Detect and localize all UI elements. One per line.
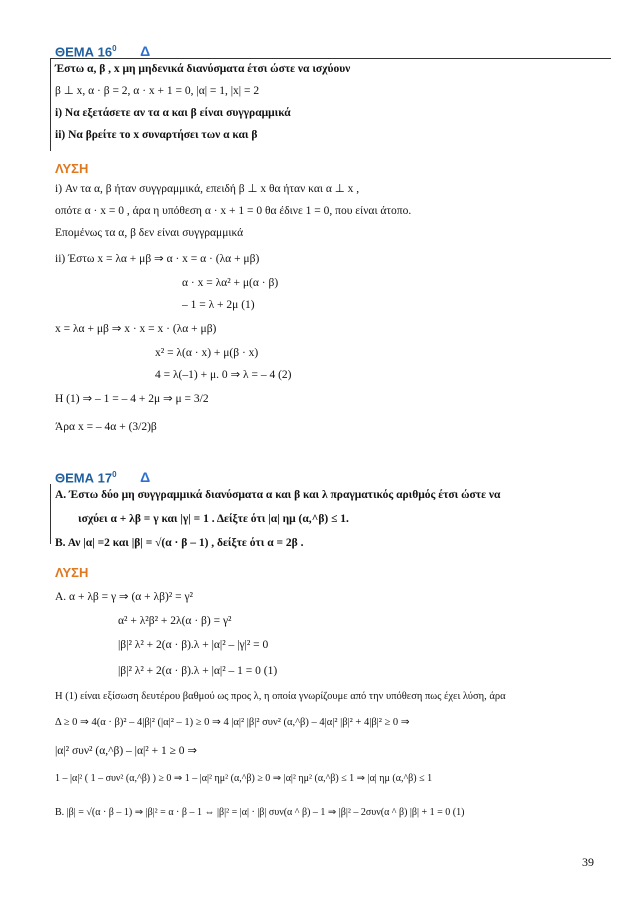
solution-line: i) Αν τα α, β ήταν συγγραμμικά, επειδή β ⊥ x θα ήταν και α ⊥ x , — [55, 183, 360, 195]
solution-line: οπότε α · x = 0 , άρα η υπόθεση α · x + 1 = 0 θα έδινε 1 = 0, που είναι άτοπο. — [55, 205, 412, 217]
statement-line: ισχύει α + λβ = γ και |γ| = 1 . Δείξτε ότι |α| ημ (α,^β) ≤ 1. — [78, 513, 349, 525]
solution-line: α · x = λα² + μ(α · β) — [182, 277, 279, 289]
theme-16-heading: ΘΕΜΑ $16^0$ Δ — [55, 43, 151, 60]
solution-line: Δ ≥ 0 ⇒ 4(α · β)² – 4|β|² (|α|² – 1) ≥ 0 ⇒ 4 |α|² |β|² συν² (α,^β) – 4|α|² |β|² + 4|β|² ≥ 0 ⇒ — [55, 717, 410, 728]
solution-line: Επομένως τα α, β δεν είναι συγγραμμικά — [55, 227, 244, 239]
theme-16-title: ΘΕΜΑ 16 — [55, 44, 113, 60]
solution-line: α² + λ²β² + 2λ(α · β) = γ² — [118, 615, 232, 627]
solution-line: – 1 = λ + 2μ (1) — [182, 299, 255, 311]
solution-line: Β. |β| = √(α · β – 1) ⇒ |β|² = α · β – 1 ⇔ |β|² = |α| · |β| συν(α ^ β) – 1 ⇒ |β|² – 2συν(α ^ β) |β| + 1 = 0 (1) — [55, 807, 465, 818]
solution-line: 1 – |α|² ( 1 – συν² (α,^β) ) ≥ 0 ⇒ 1 – |α|² ημ² (α,^β) ≥ 0 ⇒ |α|² ημ² (α,^β) ≤ 1 ⇒ |α| ημ (α,^β) ≤ 1 — [55, 773, 433, 784]
solution-line: x² = λ(α · x) + μ(β · x) — [155, 347, 259, 359]
difficulty-badge: Δ — [140, 43, 151, 60]
theme-17-statement-bar — [50, 484, 51, 544]
statement-line: ii) Να βρείτε το x συναρτήσει των α και β — [55, 129, 258, 141]
solution-line: |α|² συν² (α,^β) – |α|² + 1 ≥ 0 ⇒ — [55, 745, 198, 757]
solution-line: 4 = λ(–1) + μ. 0 ⇒ λ = – 4 (2) — [155, 369, 292, 381]
solution-line: Άρα x = – 4α + (3/2)β — [55, 421, 157, 433]
solution-line: ii) Έστω x = λα + μβ ⇒ α · x = α · (λα + μβ) — [55, 253, 260, 265]
solution-line: |β|² λ² + 2(α · β).λ + |α|² – |γ|² = 0 — [118, 639, 269, 651]
solution-line: x = λα + μβ ⇒ x · x = x · (λα + μβ) — [55, 323, 217, 335]
statement-line: Έστω α, β , x μη μηδενικά διανύσματα έτσι ώστε να ισχύουν — [55, 63, 351, 75]
solution-label: ΛΥΣΗ — [55, 565, 89, 580]
statement-line: β ⊥ x, α · β = 2, α · x + 1 = 0, |α| = 1, |x| = 2 — [55, 85, 260, 97]
difficulty-badge: Δ — [140, 469, 151, 486]
theme-17-heading: ΘΕΜΑ $17^0$ Δ — [55, 469, 151, 486]
theme-17-title: ΘΕΜΑ 17 — [55, 470, 113, 486]
statement-line: Β. Αν |α| =2 και |β| = √(α · β – 1) , δείξτε ότι α = 2β . — [55, 537, 304, 549]
page-number: 39 — [582, 855, 594, 869]
statement-line: Α. Έστω δύο μη συγγραμμικά διανύσματα α και β και λ πραγματικός αριθμός έτσι ώστε να — [55, 489, 501, 501]
solution-label: ΛΥΣΗ — [55, 161, 89, 176]
solution-line: |β|² λ² + 2(α · β).λ + |α|² – 1 = 0 (1) — [118, 665, 278, 677]
solution-line: Η (1) είναι εξίσωση δευτέρου βαθμού ως προς λ, η οποία γνωρίζουμε από την υπόθεση πως έχει λύση, άρα — [55, 691, 506, 702]
solution-line: Α. α + λβ = γ ⇒ (α + λβ)² = γ² — [55, 591, 194, 603]
solution-line: Η (1) ⇒ – 1 = – 4 + 2μ ⇒ μ = 3/2 — [55, 393, 209, 405]
statement-line: i) Να εξετάσετε αν τα α και β είναι συγγραμμικά — [55, 107, 291, 119]
